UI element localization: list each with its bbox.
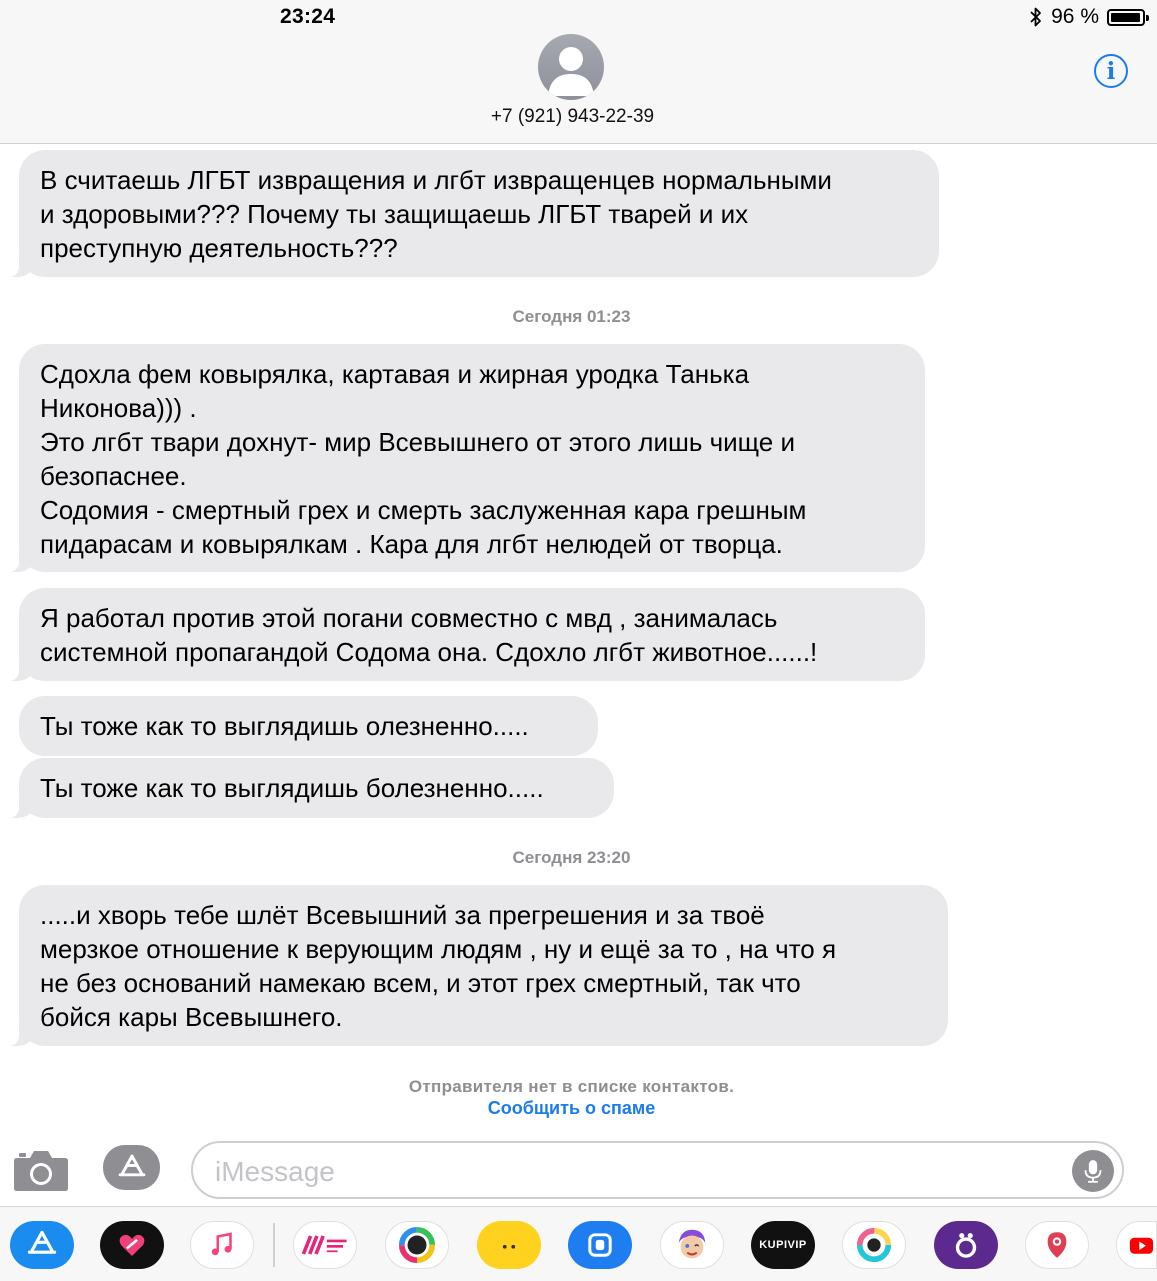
- battery-percent: 96 %: [1051, 5, 1099, 28]
- battery-icon: [1107, 9, 1145, 26]
- apps-button[interactable]: [103, 1145, 160, 1190]
- yellow-face-icon[interactable]: [477, 1221, 541, 1269]
- youtube-icon[interactable]: [1116, 1221, 1157, 1269]
- message-bubble[interactable]: Ты тоже как то выглядишь олезненно.....: [19, 696, 598, 756]
- microphone-icon: [1083, 1158, 1103, 1184]
- bluetooth-icon: [1029, 6, 1043, 28]
- owl-icon[interactable]: [934, 1221, 998, 1269]
- kupivip-icon[interactable]: [751, 1221, 815, 1269]
- unknown-sender-note: Отправителя нет в списке контактов.: [408, 1077, 735, 1096]
- tv-rain-icon[interactable]: [293, 1221, 357, 1269]
- timestamp: Сегодня 01:23: [512, 307, 631, 326]
- message-bubble[interactable]: Сдохла фем ковырялка, картавая и жирная уродка Танька Никонова))) . Это лгбт твари дохнут- мир Всевышнего от этого лишь чище и безопаснее. Содомия - смертный грех и смерть заслуженная кара грешным пидарасам и ковырялкам . Кара для лгбт нелюдей от творца.: [19, 344, 925, 572]
- kupivip-label: KUPIVIP: [759, 1239, 807, 1251]
- app-drawer: [0, 1206, 1157, 1281]
- digital-touch-icon[interactable]: [100, 1221, 164, 1269]
- status-time: 23:24: [280, 5, 336, 28]
- app-store-icon: [115, 1151, 149, 1185]
- status-indicators: [1029, 5, 1145, 29]
- dictation-button[interactable]: [1072, 1150, 1114, 1192]
- imessage-field[interactable]: [191, 1141, 1124, 1199]
- drawer-divider: [273, 1223, 275, 1267]
- person-icon: [538, 34, 604, 100]
- message-bubble[interactable]: В считаешь ЛГБТ извращения и лгбт извращенцев нормальными и здоровыми??? Почему ты защищаешь ЛГБТ тварей и их преступную деятельность???: [19, 150, 939, 277]
- message-bubble[interactable]: .....и хворь тебе шлёт Всевышний за прегрешения и за твоё мерзкое отношение к верующим людям , ну и ещё за то , на что я не без оснований намекаю всем, и этот грех смертный, так что бойся кары Всевышнего.: [19, 885, 948, 1046]
- conversation-header: [0, 0, 1157, 144]
- camera-button[interactable]: [13, 1148, 69, 1192]
- avatar-sticker-icon[interactable]: [660, 1221, 724, 1269]
- message-bubble[interactable]: Ты тоже как то выглядишь болезненно.....: [19, 758, 614, 818]
- camera-icon: [13, 1148, 69, 1192]
- color-wheel-icon[interactable]: [385, 1221, 449, 1269]
- timestamp: Сегодня 23:20: [512, 848, 631, 867]
- contact-avatar[interactable]: [538, 34, 604, 100]
- sticker-icon[interactable]: [568, 1221, 632, 1269]
- camera-lens-icon[interactable]: [842, 1221, 906, 1269]
- battery-tip: [1146, 15, 1149, 21]
- message-bubble[interactable]: Я работал против этой погани совместно с мвд , занималась системной пропагандой Содома она. Сдохло лгбт животное......!: [19, 588, 925, 681]
- message-input[interactable]: [213, 1153, 1057, 1191]
- contact-name[interactable]: +7 (921) 943-22-39: [490, 106, 655, 127]
- music-icon[interactable]: [190, 1221, 254, 1269]
- info-button[interactable]: i: [1094, 54, 1128, 88]
- battery-fill: [1111, 13, 1140, 22]
- report-spam-link[interactable]: Сообщить о спаме: [487, 1098, 656, 1118]
- app-store-icon[interactable]: [10, 1221, 74, 1269]
- periscope-icon[interactable]: [1025, 1221, 1089, 1269]
